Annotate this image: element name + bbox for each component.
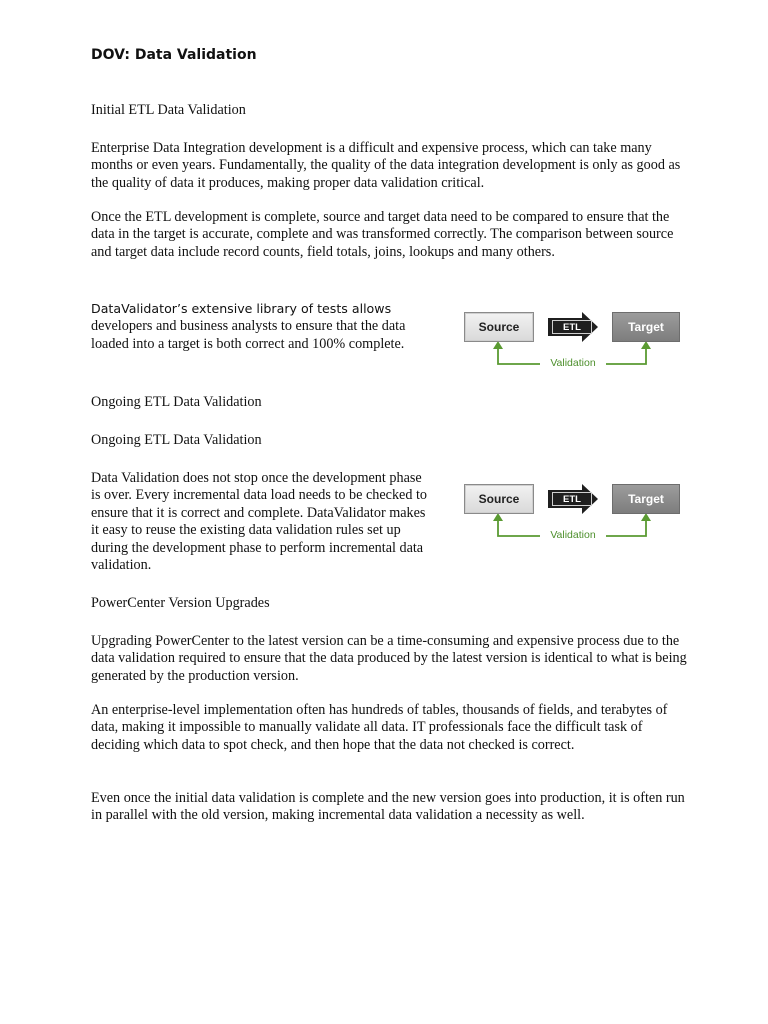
source-box: Source xyxy=(464,484,534,514)
etl-validation-diagram-2 xyxy=(462,484,684,546)
arrow-up-icon xyxy=(641,341,651,349)
paragraph-3 xyxy=(91,300,431,353)
section-heading-upgrades: PowerCenter Version Upgrades xyxy=(91,595,270,611)
target-box: Target xyxy=(612,312,680,342)
target-box: Target xyxy=(612,484,680,514)
page-title: DOV: Data Validation xyxy=(91,47,257,63)
etl-label: ETL xyxy=(552,492,592,506)
etl-label: ETL xyxy=(552,320,592,334)
paragraph-1: Enterprise Data Integration development is a difficult and expensive process, which can take many months or even years. Fundamentally, the quality of the data integration development is only as good as the quality of data it produces, making proper data validation critical. xyxy=(91,140,681,191)
section-heading-ongoing-2: Ongoing ETL Data Validation xyxy=(91,432,262,448)
validation-label: Validation xyxy=(550,529,596,541)
paragraph-5: Upgrading PowerCenter to the latest version can be a time-consuming and expensive process due to the data validation required to ensure that the data produced by the latest version is identical to what is being generated by the production version. xyxy=(91,633,687,684)
section-heading-initial: Initial ETL Data Validation xyxy=(91,102,246,118)
arrow-up-icon xyxy=(493,513,503,521)
validation-label: Validation xyxy=(550,357,596,369)
section-heading-ongoing-1: Ongoing ETL Data Validation xyxy=(91,394,262,410)
paragraph-2: Once the ETL development is complete, source and target data need to be compared to ensure that the data in the target is accurate, complete and was transformed correctly. The comparison between source and target data include record counts, field totals, joins, lookups and many others. xyxy=(91,209,674,260)
arrow-up-icon xyxy=(493,341,503,349)
paragraph-3-rest: developers and business analysts to ensure that the data loaded into a target is both correct and 100% complete. xyxy=(91,318,406,352)
etl-validation-diagram-1 xyxy=(462,312,684,374)
source-box: Source xyxy=(464,312,534,342)
paragraph-4: Data Validation does not stop once the development phase is over. Every incremental data load needs to be checked to ensure that it is correct and complete. DataValidator makes it easy to reuse the existing data validation rules set up during the development phase to perform incremental data validation. xyxy=(91,470,428,574)
arrow-up-icon xyxy=(641,513,651,521)
paragraph-7: Even once the initial data validation is complete and the new version goes into production, it is often run in parallel with the old version, making incremental data validation a necessity as well. xyxy=(91,790,685,824)
paragraph-3-line1: DataValidator’s extensive library of tests allows xyxy=(91,301,392,316)
paragraph-6: An enterprise-level implementation often has hundreds of tables, thousands of fields, and terabytes of data, making it impossible to manually validate all data. IT professionals face the difficult task of deciding which data to spot check, and then hope that the data not checked is correct. xyxy=(91,702,668,753)
